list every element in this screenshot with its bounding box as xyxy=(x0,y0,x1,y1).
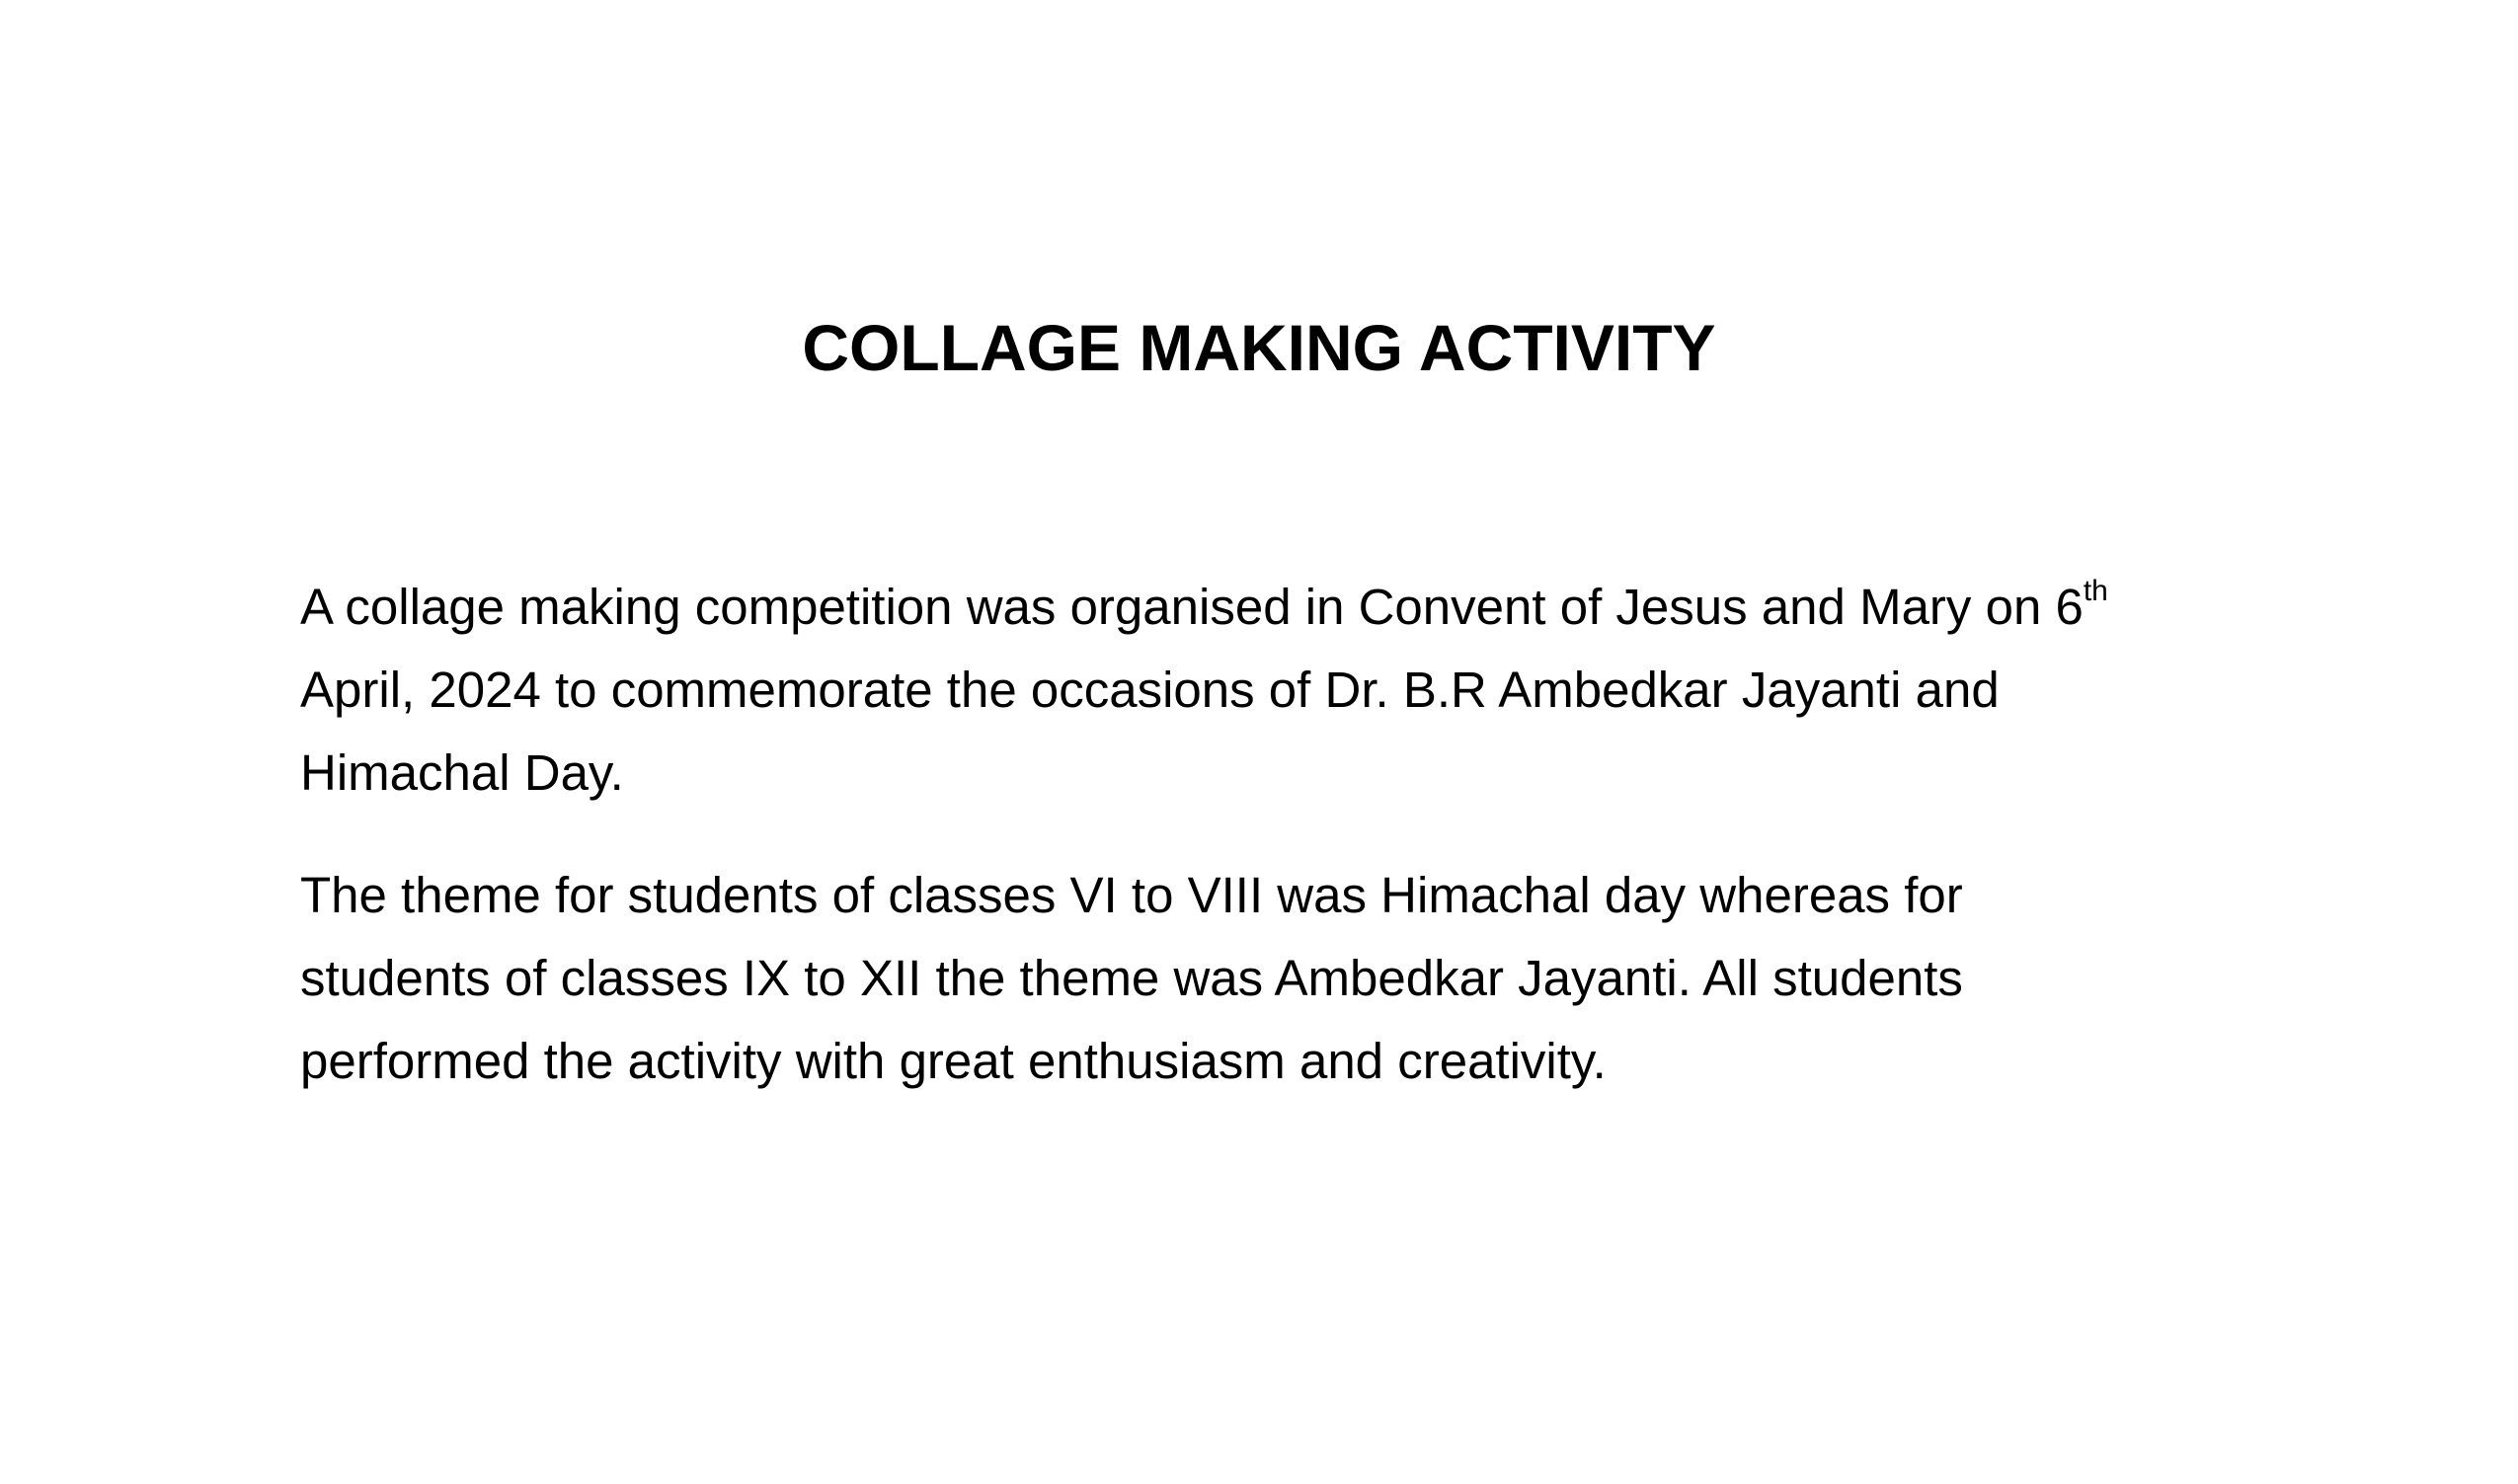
ordinal-superscript: th xyxy=(2083,575,2108,607)
paragraph-1 xyxy=(300,566,2265,815)
paragraph-2-line-1: The theme for students of classes VI to VIII was Himachal day whereas for xyxy=(300,867,1963,923)
paragraph-1-line-2: April, 2024 to commemorate the occasions of Dr. B.R Ambedkar Jayanti and xyxy=(300,662,2000,718)
paragraph-2-line-3: performed the activity with great enthusiasm and creativity. xyxy=(300,1033,1607,1089)
page-title: COLLAGE MAKING ACTIVITY xyxy=(802,311,1716,384)
document-body xyxy=(300,566,2265,1142)
paragraph-1-line-1-text: A collage making competition was organised in Convent of Jesus and Mary on 6 xyxy=(300,579,2084,635)
paragraph-1-line-1 xyxy=(300,566,2265,649)
paragraph-1-line-3: Himachal Day. xyxy=(300,744,624,801)
paragraph-2-line-2: students of classes IX to XII the theme was Ambedkar Jayanti. All students xyxy=(300,950,1963,1006)
paragraph-2 xyxy=(300,854,2265,1103)
